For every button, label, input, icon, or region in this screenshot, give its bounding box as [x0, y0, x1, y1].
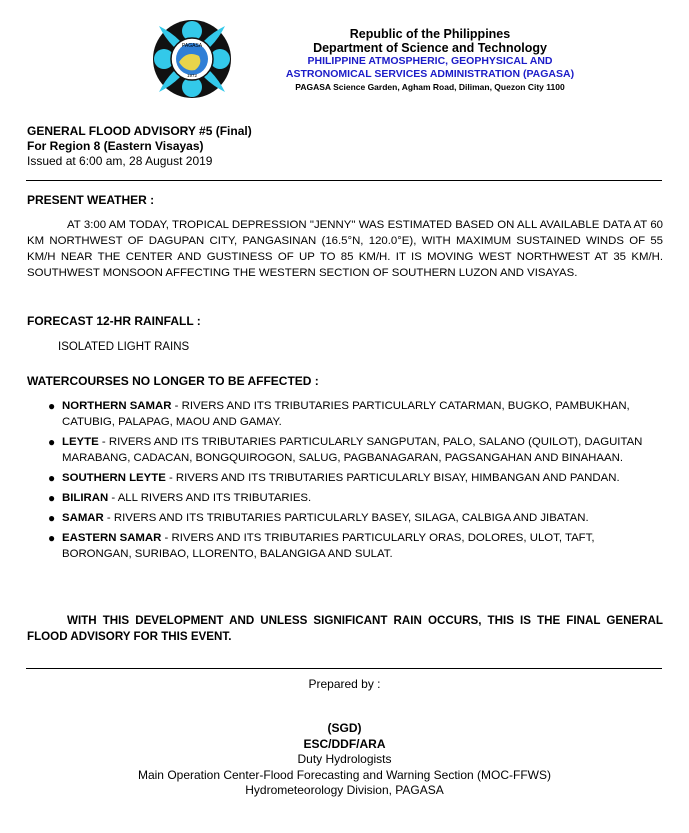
- list-item: [44, 398, 662, 430]
- signature-role: Duty Hydrologists: [297, 752, 392, 766]
- divider-top: [26, 180, 662, 181]
- bullet-icon: ●: [48, 435, 56, 449]
- advisory-info: [27, 124, 252, 169]
- bullet-icon: ●: [48, 399, 56, 413]
- bullet-icon: ●: [48, 511, 56, 525]
- province-detail: - RIVERS AND ITS TRIBUTARIES PARTICULARLY ORAS, DOLORES, ULOT, TAFT, BORONGAN, SURIBAO, LLORENTO, BALANGIGA AND SULAT.: [62, 532, 595, 560]
- logo-text-top: PAGASA: [181, 43, 203, 49]
- list-item: [44, 510, 662, 526]
- forecast-heading: FORECAST 12-HR RAINFALL :: [27, 314, 201, 328]
- province-name: BILIRAN: [62, 492, 109, 504]
- signature-sgd: (SGD): [327, 721, 362, 735]
- signature-section: Main Operation Center-Flood Forecasting and Warning Section (MOC-FFWS): [137, 767, 552, 782]
- list-item: [44, 530, 662, 562]
- pagasa-logo-icon: [153, 20, 231, 98]
- present-weather-text: AT 3:00 AM TODAY, TROPICAL DEPRESSION "JENNY" WAS ESTIMATED BASED ON ALL AVAILABLE DATA AT 60 KM NORTHWEST OF DAGUPAN CITY, PANGASINAN (16.5°N, 120.0°E), WITH MAXIMUM SUSTAINED WINDS OF 55 KM/H NEAR THE CENTER AND GUSTINESS OF UP TO 85 KM/H. IT IS MOVING WEST NORTHWEST AT 35 KM/H. SOUTHWEST MONSOON AFFECTING THE WESTERN SECTION OF SOUTHERN LUZON AND VISAYAS.: [27, 219, 663, 279]
- forecast-text: ISOLATED LIGHT RAINS: [58, 341, 190, 353]
- advisory-title: GENERAL FLOOD ADVISORY #5 (Final): [27, 124, 252, 138]
- province-name: LEYTE: [62, 436, 99, 448]
- signature-initials: ESC/DDF/ARA: [303, 736, 386, 751]
- province-detail: - RIVERS AND ITS TRIBUTARIES PARTICULARLY BASEY, SILAGA, CALBIGA AND JIBATAN.: [103, 512, 589, 524]
- signature-block: [0, 721, 689, 799]
- department-heading: Department of Science and Technology: [313, 41, 547, 55]
- province-detail: - RIVERS AND ITS TRIBUTARIES PARTICULARLY SANGPUTAN, PALO, SALANO (QUILOT), DAGUITAN MARABANG, CADACAN, BONGQUIROGON, SALUG, PAGBANAGARAN, PAGSANGAHAN AND BINAHAAN.: [62, 436, 643, 464]
- province-detail: - RIVERS AND ITS TRIBUTARIES PARTICULARLY BISAY, HIMBANGAN AND PANDAN.: [165, 472, 620, 484]
- signature-division: Hydrometeorology Division, PAGASA: [245, 783, 444, 797]
- list-item: [44, 434, 662, 466]
- advisory-region: For Region 8 (Eastern Visayas): [27, 139, 204, 153]
- agency-line-2: ASTRONOMICAL SERVICES ADMINISTRATION (PAGASA): [285, 68, 575, 80]
- province-name: NORTHERN SAMAR: [62, 400, 172, 412]
- watercourses-heading: WATERCOURSES NO LONGER TO BE AFFECTED :: [27, 374, 319, 388]
- bullet-icon: ●: [48, 531, 56, 545]
- agency-line-1: PHILIPPINE ATMOSPHERIC, GEOPHYSICAL AND: [307, 55, 553, 67]
- letterhead: [240, 27, 620, 94]
- advisory-issued: Issued at 6:00 am, 28 August 2019: [27, 154, 213, 168]
- present-weather-heading: PRESENT WEATHER :: [27, 193, 155, 207]
- province-name: EASTERN SAMAR: [62, 532, 162, 544]
- bullet-icon: ●: [48, 471, 56, 485]
- republic-heading: Republic of the Philippines: [349, 27, 511, 41]
- agency-address: PAGASA Science Garden, Agham Road, Diliman, Quezon City 1100: [295, 82, 565, 92]
- list-item: [44, 470, 662, 486]
- watercourses-list: [44, 398, 662, 566]
- final-note: WITH THIS DEVELOPMENT AND UNLESS SIGNIFICANT RAIN OCCURS, THIS IS THE FINAL GENERAL FLOOD ADVISORY FOR THIS EVENT.: [27, 614, 663, 643]
- list-item: [44, 490, 662, 506]
- province-detail: - RIVERS AND ITS TRIBUTARIES PARTICULARLY CATARMAN, BUGKO, PAMBUKHAN, CATUBIG, PALAPAG, MAOU AND GAMAY.: [62, 400, 630, 428]
- prepared-by-label: Prepared by :: [308, 677, 381, 691]
- logo-text-bottom: 1972: [186, 73, 198, 78]
- province-name: SOUTHERN LEYTE: [62, 472, 166, 484]
- province-detail: - ALL RIVERS AND ITS TRIBUTARIES.: [108, 492, 312, 504]
- province-name: SAMAR: [62, 512, 104, 524]
- divider-bottom: [26, 668, 662, 669]
- bullet-icon: ●: [48, 491, 56, 505]
